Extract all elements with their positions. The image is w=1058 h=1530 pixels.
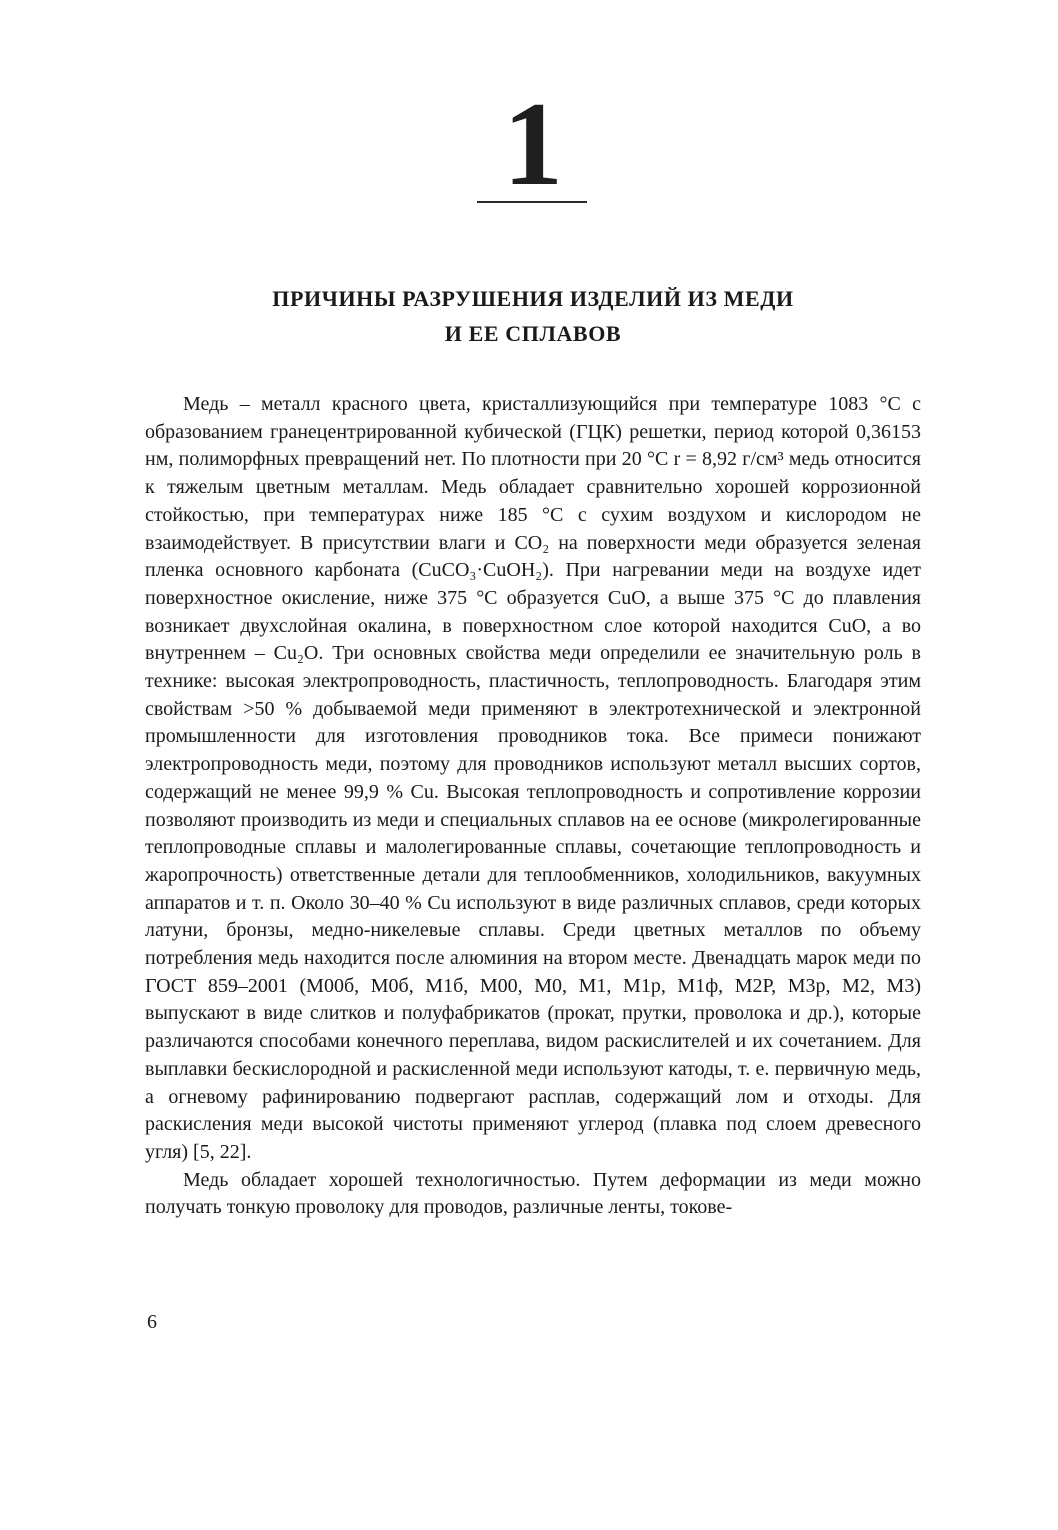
body-text <box>145 391 921 1222</box>
chapter-rule <box>477 201 587 203</box>
chapter-title-line1: ПРИЧИНЫ РАЗРУШЕНИЯ ИЗДЕЛИЙ ИЗ МЕДИ <box>272 286 794 311</box>
chapter-title-line2: И ЕЕ СПЛАВОВ <box>444 321 622 346</box>
chapter-title <box>145 281 921 351</box>
paragraph: Медь – металл красного цвета, кристаллизующийся при температуре 1083 °С с образованием гранецентрированной кубической (ГЦК) решетки, период которой 0,36153 нм, полиморфных превращений нет. По плотности при 20 °С r = 8,92 г/см³ медь относится к тяжелым цветным металлам. Медь обладает сравнительно хорошей коррозионной стойкостью, при температурах ниже 185 °С с сухим воздухом и кислородом не взаимодействует. В присутствии влаги и СО₂ на поверхности меди образуется зеленая пленка основного карбоната (CuCO₃·CuOH₂). При нагревании меди на воздухе идет поверхностное окисление, ниже 375 °С образуется CuO, а выше 375 °С до плавления возникает двухслойная окалина, в поверхностном слое которой находится CuO, а во внутреннем – Cu₂O. Три основных свойства меди определили ее значительную роль в технике: высокая электропроводность, пластичность, теплопроводность. Благодаря этим свойствам >50 % добываемой меди применяют в электротехнической и электронной промышленности для изготовления проводников тока. Все примеси понижают электропроводность меди, поэтому для проводников используют металл высших сортов, содержащий не менее 99,9 % Cu. Высокая теплопроводность и сопротивление коррозии позволяют производить из меди и специальных сплавов на ее основе (микролегированные теплопроводные сплавы и малолегированные сплавы, сочетающие теплопроводность и жаропрочность) ответственные детали для теплообменников, холодильников, вакуумных аппаратов и т. п. Около 30–40 % Cu используют в виде различных сплавов, среди которых латуни, бронзы, медно-никелевые сплавы. Среди цветных металлов по объему потребления медь находится после алюминия на втором месте. Двенадцать марок меди по ГОСТ 859–2001 (М00б, М0б, М1б, М00, М0, М1, М1р, М1ф, М2Р, М3р, М2, М3) выпускают в виде слитков и полуфабрикатов (прокат, прутки, проволока и др.), которые различаются способами конечного переплава, видом раскислителей и их сочетанием. Для выплавки бескислородной и раскисленной меди используют катоды, т. е. первичную медь, а огневому рафинированию подвергают расплав, содержащий лом и отходы. Для раскисления меди высокой чистоты применяют углерод (плавка под слоем древесного угля) [5, 22]. <box>145 393 921 1163</box>
page-number: 6 <box>147 1311 157 1333</box>
chapter-number: 1 <box>503 77 563 210</box>
paragraph: Медь обладает хорошей технологичностью. Путем деформации из меди можно получать тонкую проволоку для проводов, различные ленты, токове- <box>145 1168 921 1219</box>
